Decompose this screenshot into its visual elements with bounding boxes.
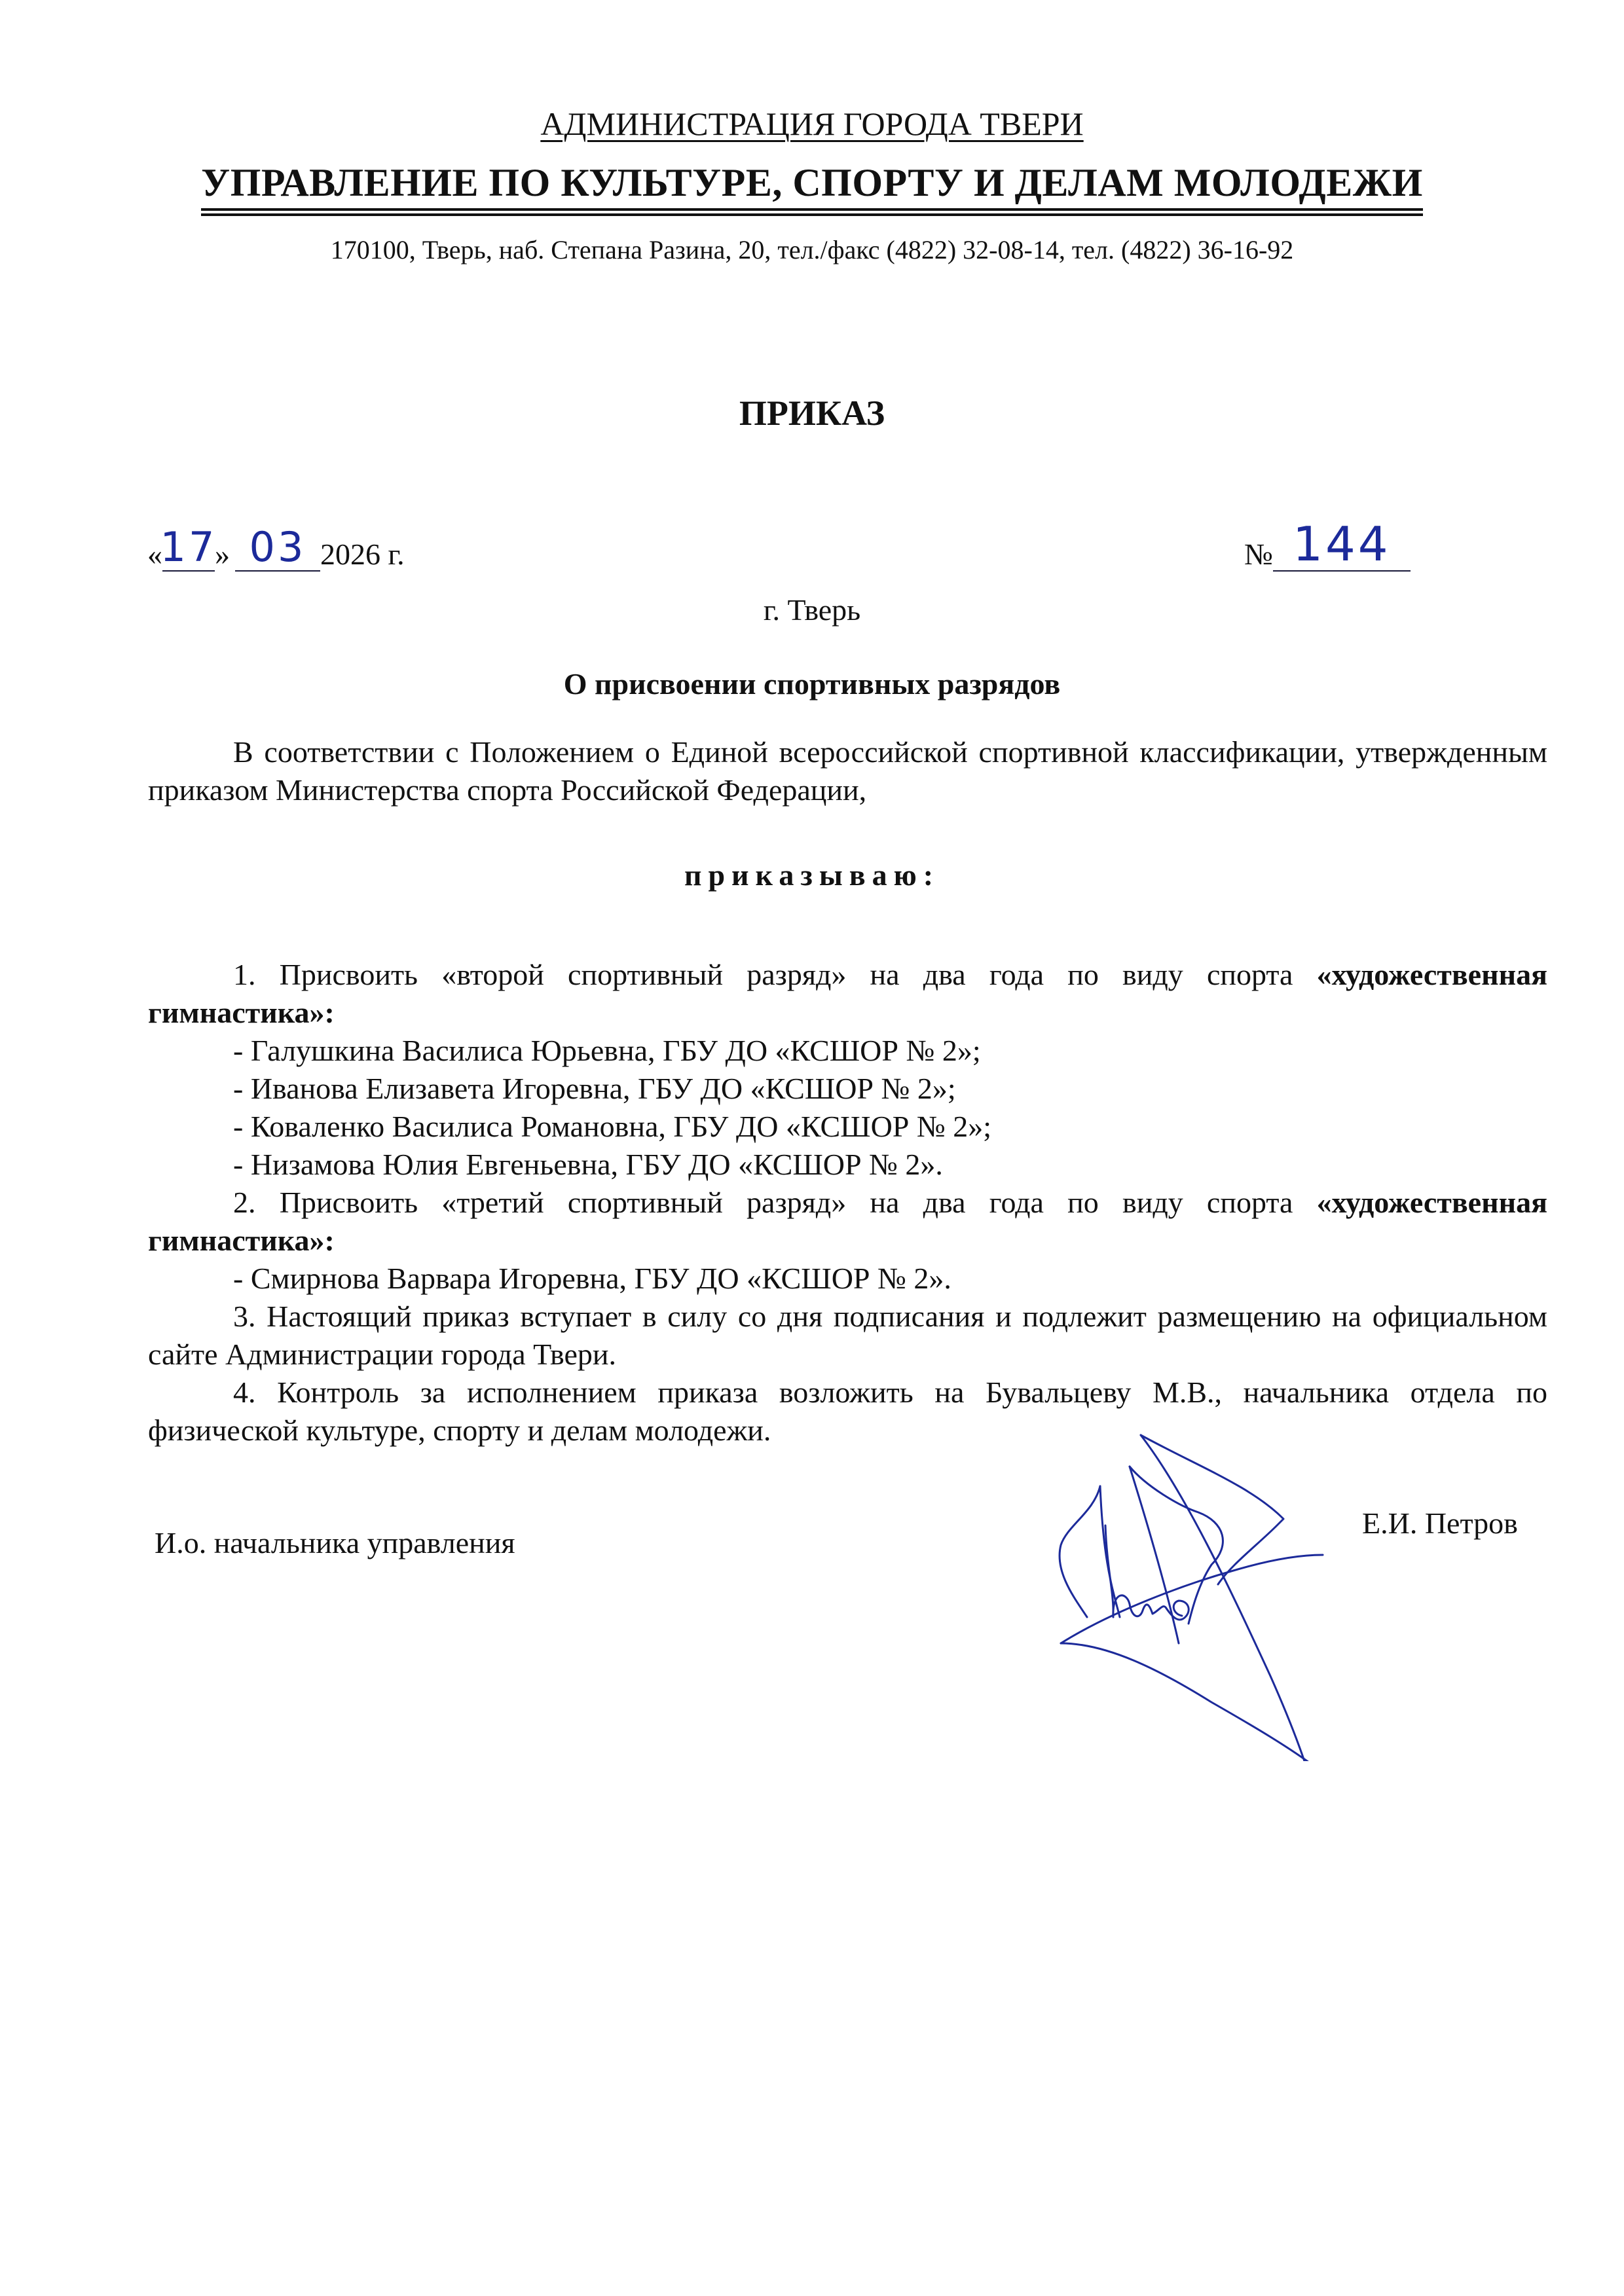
document-title: ПРИКАЗ xyxy=(739,393,885,433)
department-name: УПРАВЛЕНИЕ ПО КУЛЬТУРЕ, СПОРТУ И ДЕЛАМ МОЛОДЕЖИ xyxy=(201,160,1423,211)
document-subject: О присвоении спортивных разрядов xyxy=(563,667,1061,701)
administration-name: АДМИНИСТРАЦИЯ ГОРОДА ТВЕРИ xyxy=(540,105,1084,142)
signatory-name: Е.И. Петров xyxy=(1362,1506,1518,1540)
order-item-1-text: 1. Присвоить «второй спортивный разряд» на два года по виду спорта xyxy=(233,958,1317,991)
signatory-role: И.о. начальника управления xyxy=(155,1526,515,1559)
order-item-1-sport: «художественная гимнастика»: xyxy=(148,958,1547,1029)
order-item-3: 3. Настоящий приказ вступает в силу со дня подписания и подлежит размещению на официальном сайте Администрации города Твери. xyxy=(148,1300,1547,1371)
person-entry: - Низамова Юлия Евгеньевна, ГБУ ДО «КСШОР № 2». xyxy=(233,1148,943,1181)
date-month-handwritten: 03 xyxy=(249,523,306,571)
date-day-handwritten: 17 xyxy=(160,523,217,571)
document-number xyxy=(1244,517,1411,572)
date-year: 2026 г. xyxy=(320,538,405,571)
document-city: г. Тверь xyxy=(763,593,861,627)
order-item-4: 4. Контроль за исполнением приказа возложить на Бувальцеву М.В., начальника отдела по физической культуре, спорту и делам молодежи. xyxy=(148,1376,1547,1447)
person-entry: - Коваленко Василиса Романовна, ГБУ ДО «КСШОР № 2»; xyxy=(233,1110,992,1143)
number-field xyxy=(1273,517,1411,572)
order-items xyxy=(148,956,1547,1449)
person-entry: - Иванова Елизавета Игоревна, ГБУ ДО «КСШОР № 2»; xyxy=(233,1072,956,1105)
date-month-field xyxy=(235,523,320,572)
letterhead-address: 170100, Тверь, наб. Степана Разина, 20, тел./факс (4822) 32-08-14, тел. (4822) 36-16-92 xyxy=(330,235,1294,264)
letterhead-administration xyxy=(0,105,1624,143)
order-item-2-sport: «художественная гимнастика»: xyxy=(148,1186,1547,1257)
order-item-2-text: 2. Присвоить «третий спортивный разряд» на два года по виду спорта xyxy=(233,1186,1317,1219)
date-close-quote: » xyxy=(215,538,230,571)
preamble: В соответствии с Положением о Единой всероссийской спортивной классификации, утвержденным приказом Министерства спорта Российской Федерации, xyxy=(148,735,1547,807)
order-item-1 xyxy=(148,956,1547,1032)
number-label: № xyxy=(1244,538,1273,571)
orders-word: приказываю: xyxy=(684,858,940,892)
person-entry: - Галушкина Василиса Юрьевна, ГБУ ДО «КСШОР № 2»; xyxy=(233,1034,981,1067)
date-day-field xyxy=(160,523,217,572)
date-open-quote: « xyxy=(147,538,162,571)
letterhead-department xyxy=(0,160,1624,211)
order-item-2 xyxy=(148,1184,1547,1260)
number-handwritten: 144 xyxy=(1293,517,1391,572)
document-date xyxy=(147,523,405,572)
person-entry: - Смирнова Варвара Игоревна, ГБУ ДО «КСШОР № 2». xyxy=(233,1262,951,1295)
handwritten-signature xyxy=(1015,1394,1382,1761)
